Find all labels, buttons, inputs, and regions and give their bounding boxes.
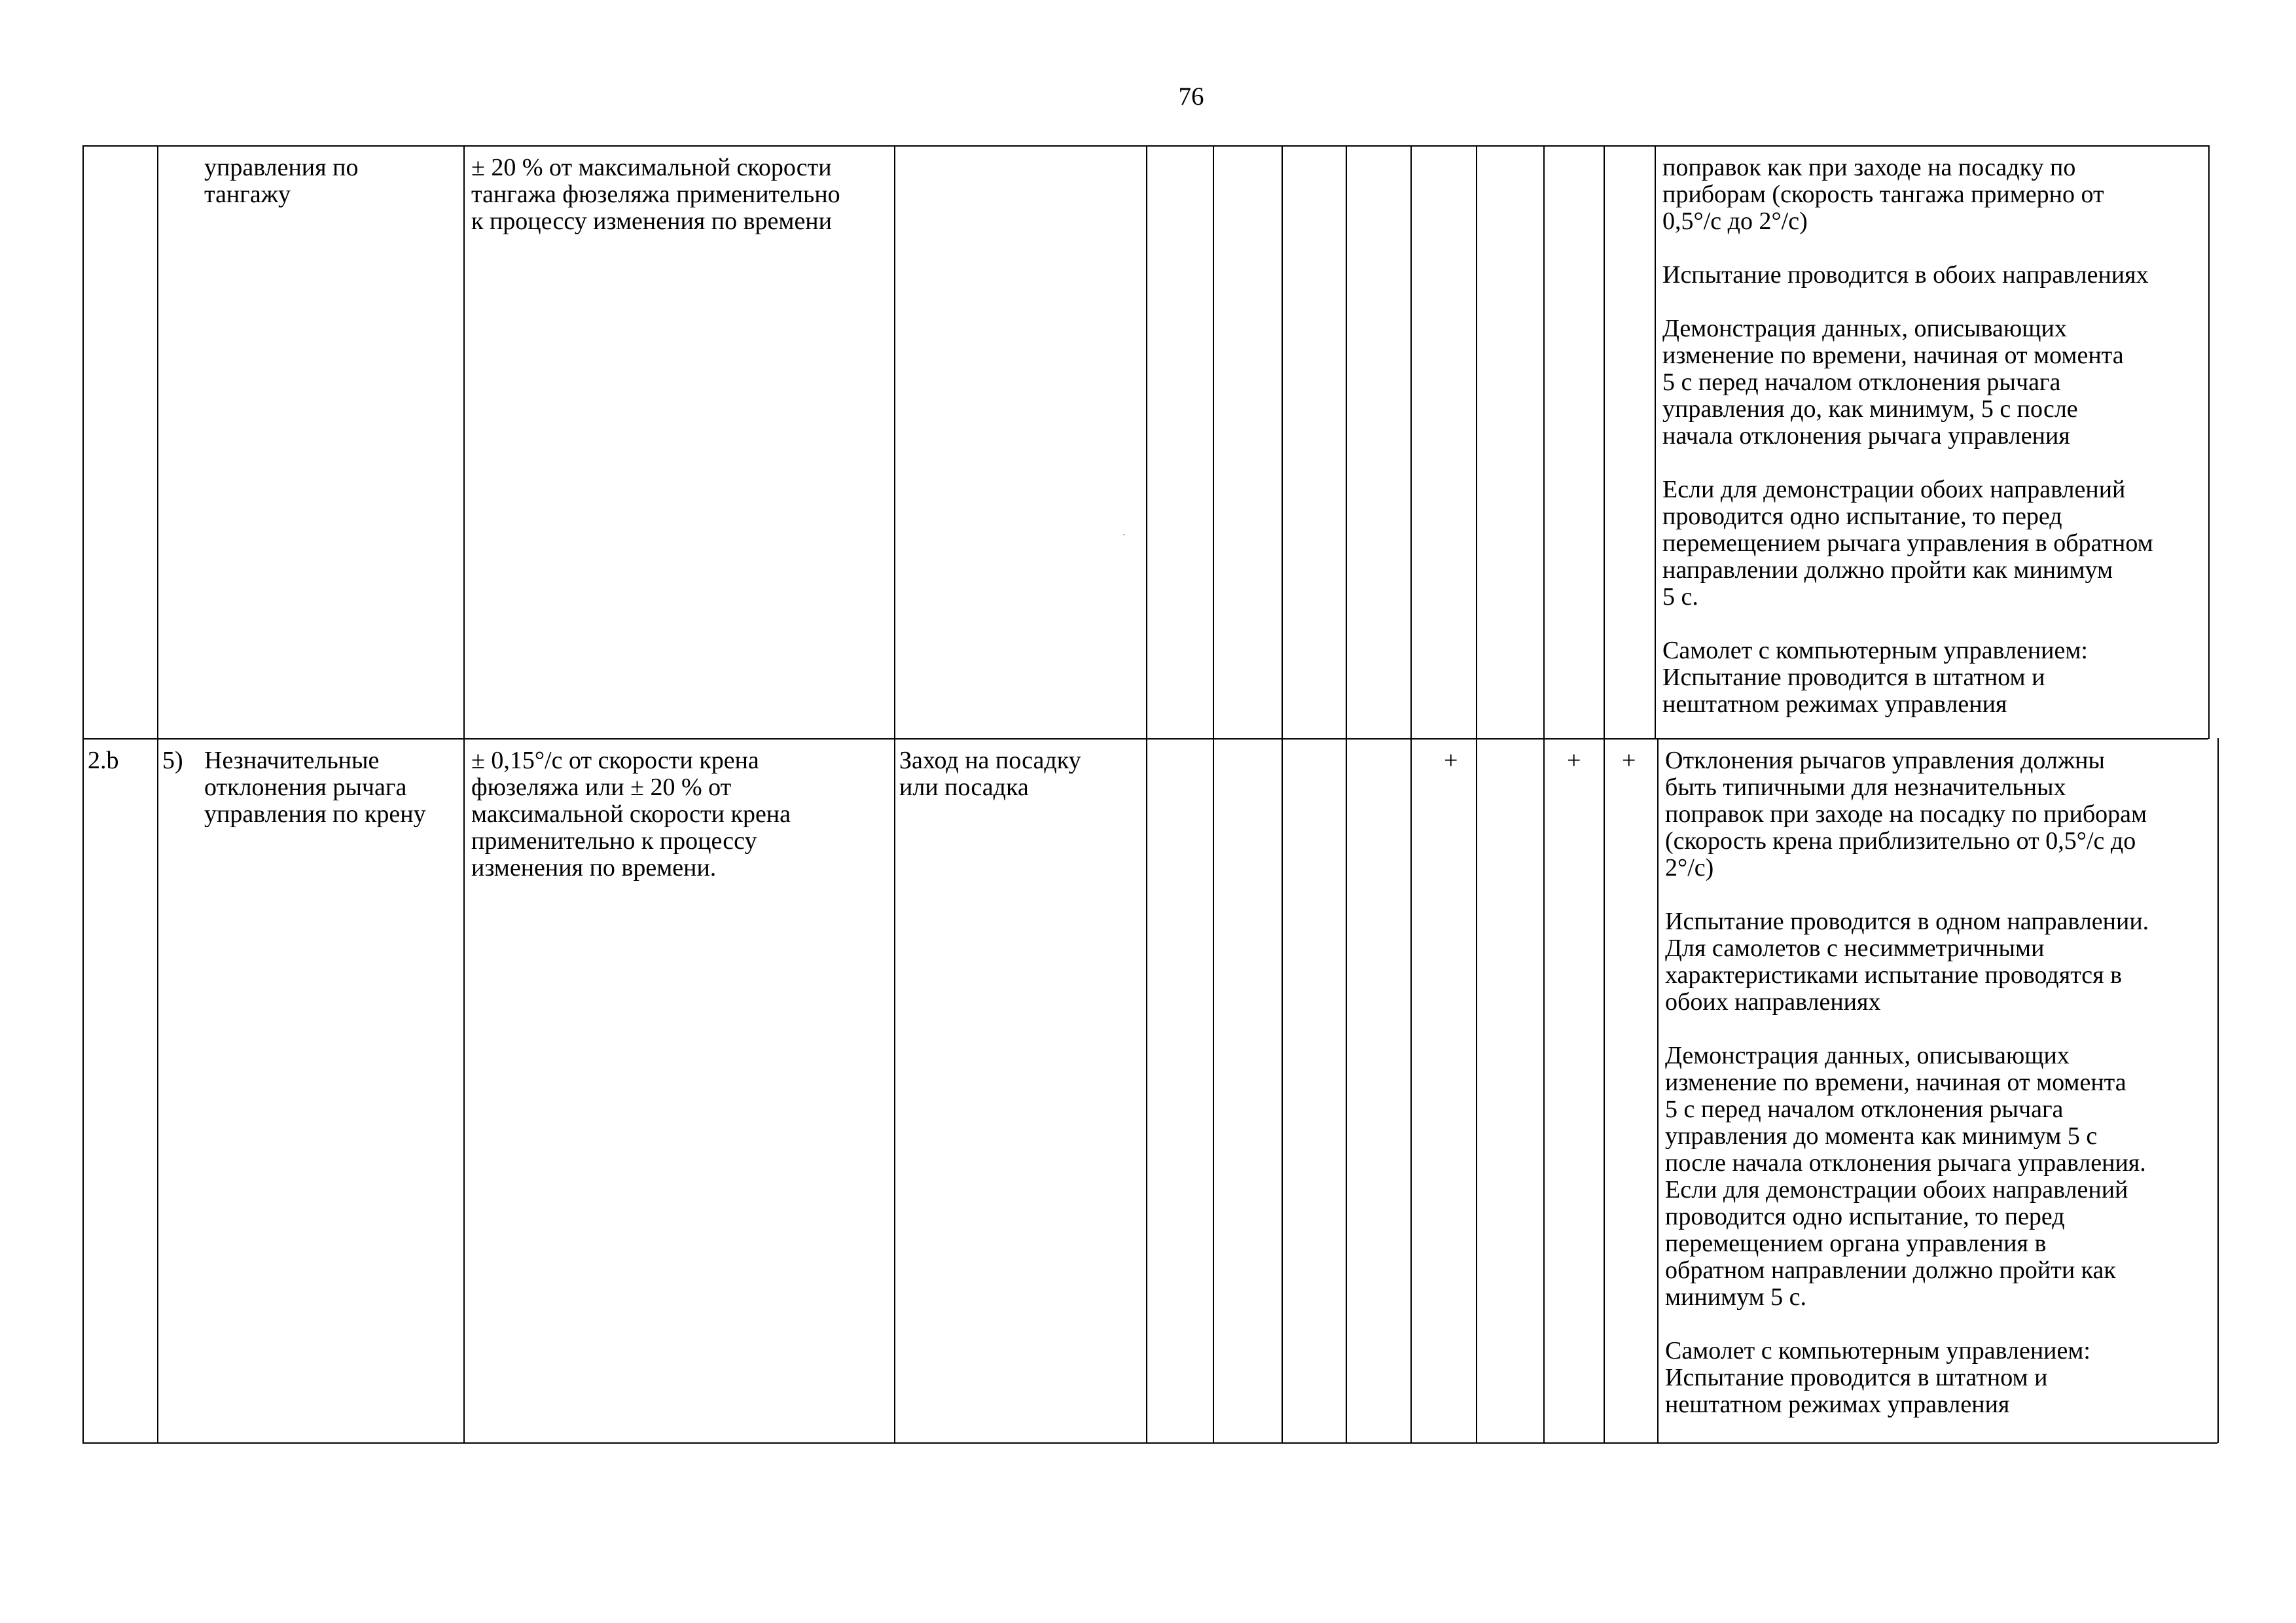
col-line-k1 <box>1543 145 1545 739</box>
scan-speck <box>1123 534 1125 535</box>
item-number-cell: 5) <box>162 747 183 774</box>
col-line-i1 <box>1410 145 1412 739</box>
col-line-m1 <box>1655 145 1656 739</box>
comments-cell: Отклонения рычагов управления должны быть типичными для незначительных поправок при заходе на посадку по приборам (скорость крена приблизительно от 0,5°/с до 2°/с) Испытание проводится в одном направлении. Для самолетов с несимметричными характеристиками испытание проводятся в обоих направлениях Демонстрация данных, описывающих изменение по времени, начиная от момента 5 с перед началом отклонения рычага управления до момента как минимум 5 с после начала отклонения рычага управления. Если для демонстрации обоих направлений проводится одно испытание, то перед перемещением органа управления в обратном направлении должно пройти как минимум 5 с. Самолет с компьютерным управлением: Испытание проводится в штатном и нештатном режимах управления <box>1665 747 2149 1418</box>
test-name-cell: Незначительные отклонения рычага управления по крену <box>204 747 426 828</box>
col-line-a1 <box>82 145 84 739</box>
col-line-f1 <box>1213 145 1214 739</box>
col-line-j2 <box>1476 738 1477 1443</box>
col-line-m2 <box>1657 738 1659 1443</box>
reference-cell: 2.b <box>88 747 119 774</box>
col-line-c2 <box>463 738 465 1443</box>
col-line-n1 <box>2208 145 2210 739</box>
col-line-i2 <box>1410 738 1412 1443</box>
page-number: 76 <box>1178 82 1204 111</box>
col-line-c1 <box>463 145 465 739</box>
row-separator <box>82 738 2208 740</box>
col-line-b1 <box>157 145 158 739</box>
mark-plus: + <box>1444 747 1458 774</box>
col-line-n2 <box>2217 738 2219 1443</box>
comments-cell: поправок как при заходе на посадку по приборам (скорость тангажа примерно от 0,5°/с до 2°/с) Испытание проводится в обоих направлениях Демонстрация данных, описывающих изменение по времени, начиная от момента 5 с перед началом отклонения рычага управления до, как минимум, 5 с после начала отклонения рычага управления Если для демонстрации обоих направлений проводится одно испытание, то перед перемещением рычага управления в обратном направлении должно пройти как минимум 5 с. Самолет с компьютерным управлением: Испытание проводится в штатном и нештатном режимах управления <box>1662 154 2153 718</box>
col-line-d1 <box>894 145 895 739</box>
col-line-e2 <box>1146 738 1147 1443</box>
col-line-e1 <box>1146 145 1147 739</box>
col-line-g2 <box>1282 738 1283 1443</box>
table-top-border <box>82 145 2208 147</box>
col-line-j1 <box>1476 145 1477 739</box>
col-line-a2 <box>82 738 84 1443</box>
test-name-cell: управления по тангажу <box>204 154 359 208</box>
tolerance-cell: ± 20 % от максимальной скорости тангажа фюзеляжа применительно к процессу изменения по времени <box>471 154 840 235</box>
col-line-k2 <box>1543 738 1545 1443</box>
col-line-l1 <box>1604 145 1605 739</box>
table-bottom-border <box>82 1442 2217 1444</box>
col-line-h2 <box>1346 738 1347 1443</box>
col-line-g1 <box>1282 145 1283 739</box>
col-line-l2 <box>1604 738 1605 1443</box>
mark-plus: + <box>1567 747 1581 774</box>
col-line-b2 <box>157 738 158 1443</box>
mark-plus: + <box>1622 747 1636 774</box>
col-line-h1 <box>1346 145 1347 739</box>
col-line-d2 <box>894 738 895 1443</box>
tolerance-cell: ± 0,15°/с от скорости крена фюзеляжа или ± 20 % от максимальной скорости крена применительно к процессу изменения по времени. <box>471 747 791 882</box>
col-line-f2 <box>1213 738 1214 1443</box>
flight-condition-cell: Заход на посадку или посадка <box>899 747 1081 801</box>
